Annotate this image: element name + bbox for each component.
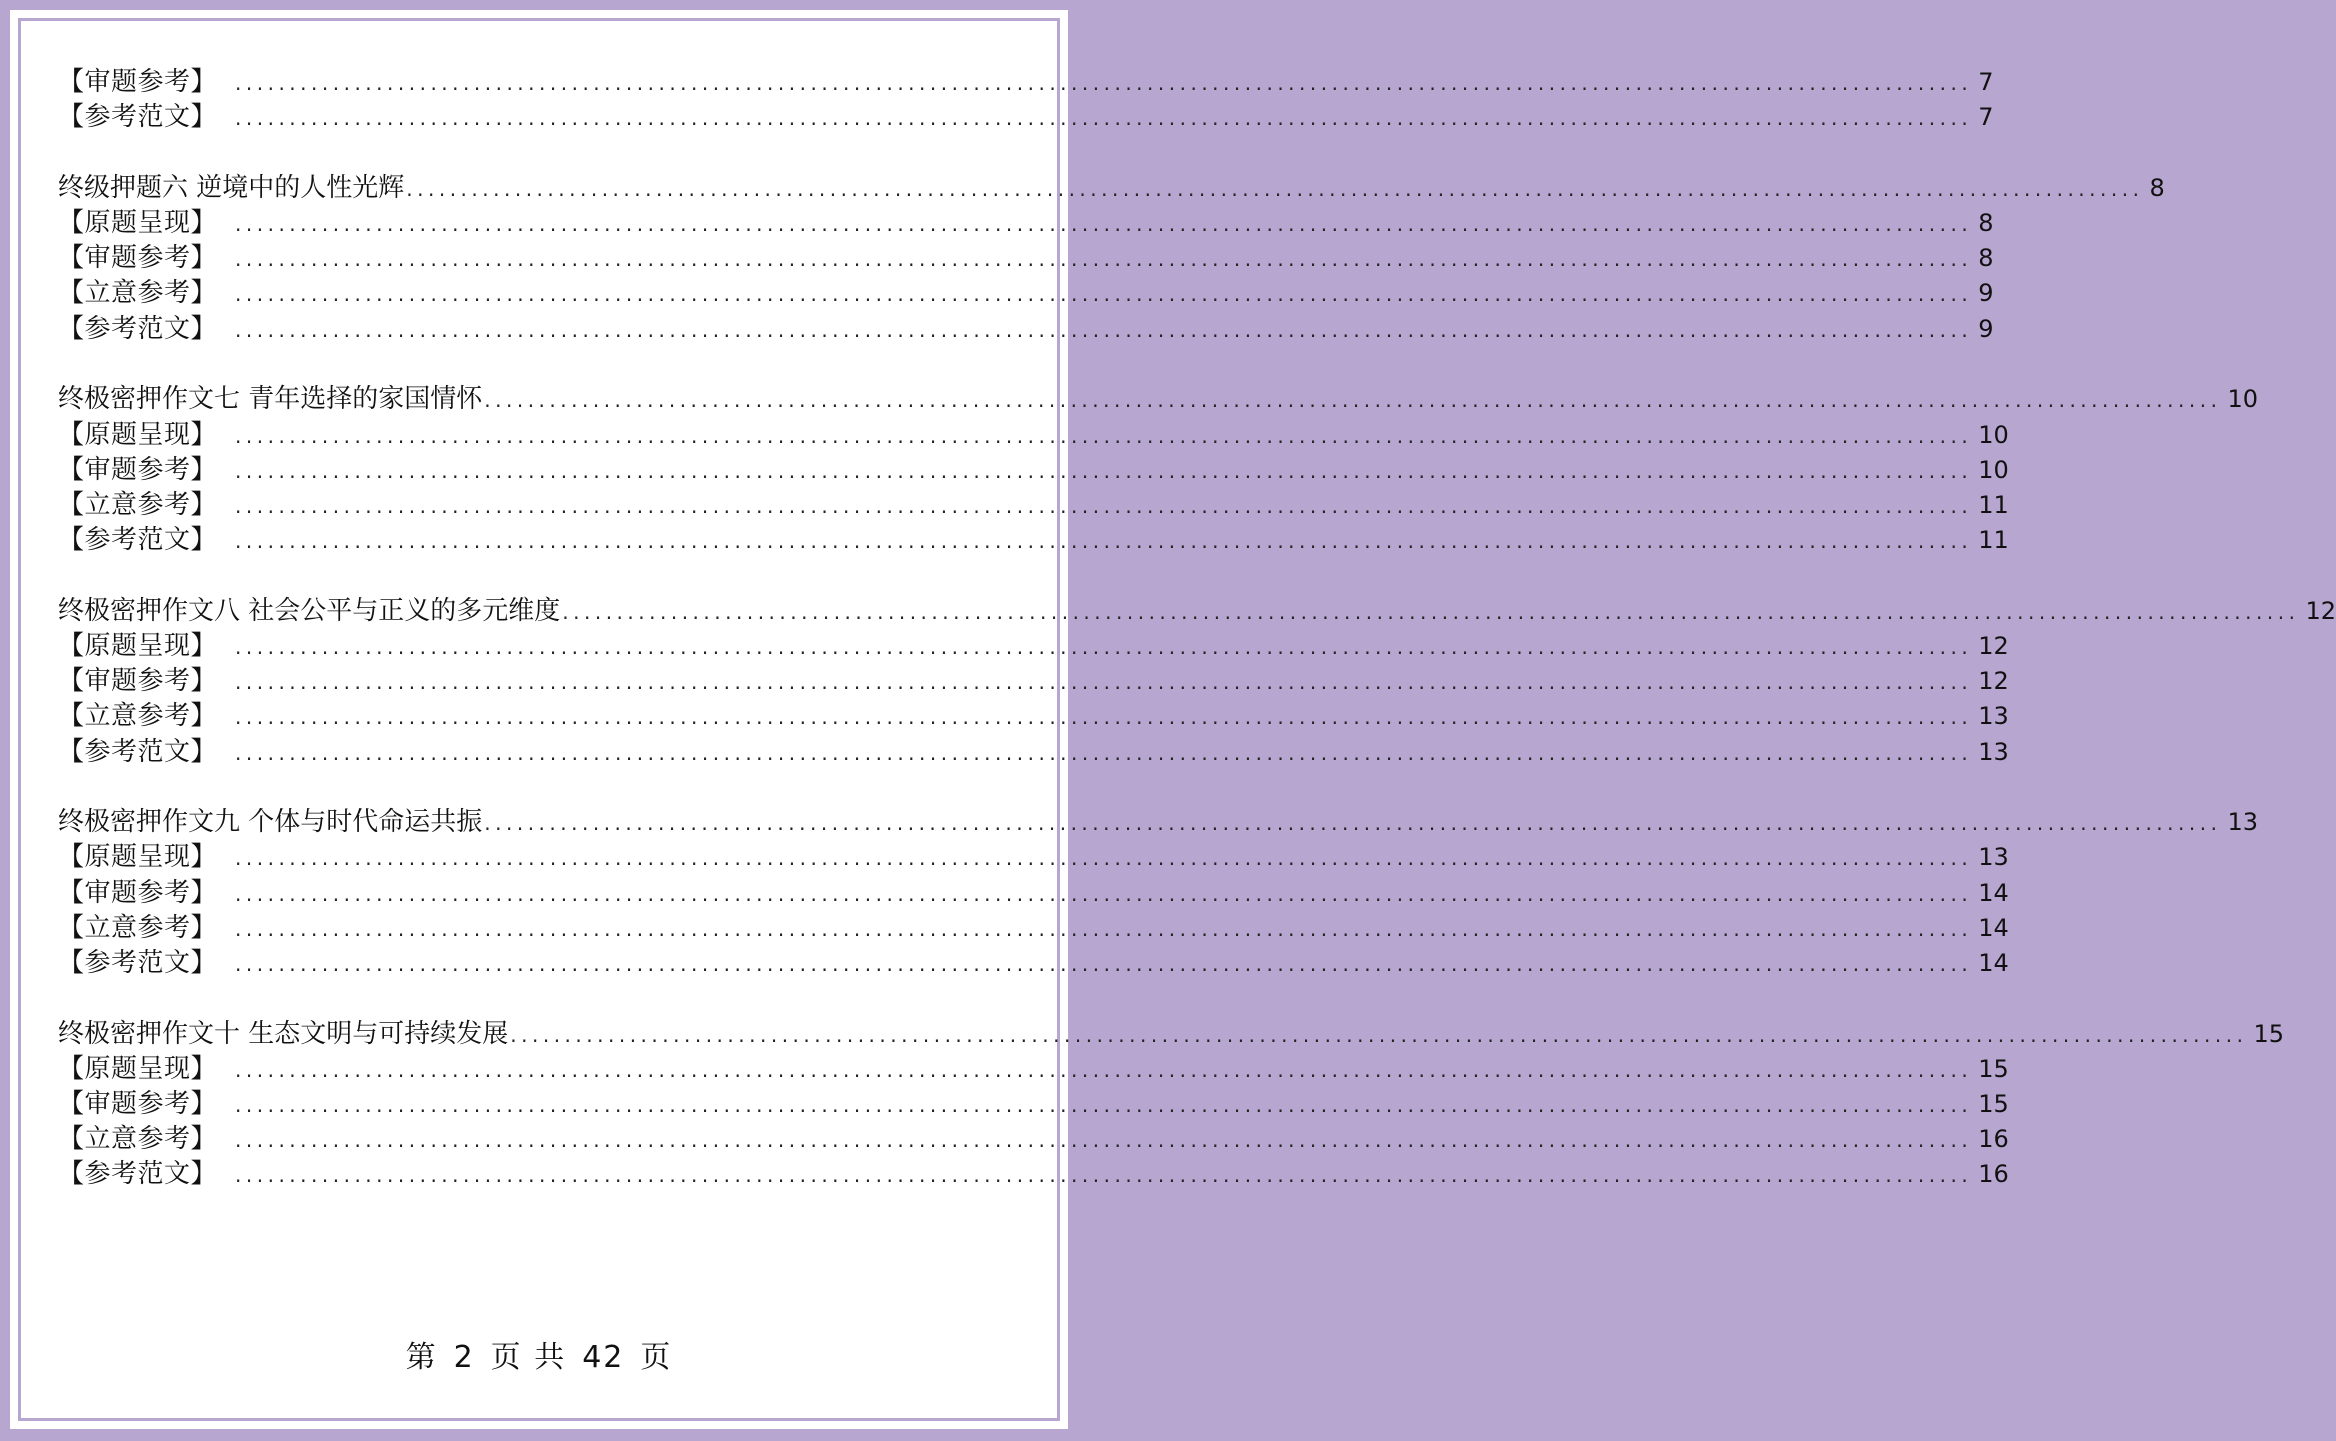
toc-sub-entry[interactable] — [58, 241, 1994, 276]
toc-entry-label: 终极密押作文七 青年选择的家国情怀 — [58, 384, 483, 415]
toc-entry-page-number: 14 — [1978, 913, 2009, 942]
footer-mid: 页 共 — [490, 1340, 567, 1375]
toc-entry-page-number: 13 — [1978, 843, 2009, 872]
toc-entry-label: 终极密押作文八 社会公平与正义的多元维度 — [58, 595, 561, 626]
table-of-contents — [58, 65, 2336, 1193]
toc-entry-page-number: 10 — [1978, 455, 2009, 484]
toc-section-gap — [58, 347, 1008, 383]
toc-chapter-entry[interactable] — [58, 382, 2258, 417]
dot-leader: ................................................................................................................................................................ — [235, 423, 1973, 448]
toc-sub-entry[interactable] — [58, 65, 1994, 100]
toc-entry-page-number: 8 — [1978, 209, 1994, 238]
toc-entry-page-number: 9 — [1978, 279, 1994, 308]
toc-entry-label: 【原题呈现】 — [58, 419, 218, 450]
toc-sub-entry[interactable] — [58, 100, 1994, 135]
toc-entry-page-number: 10 — [1978, 420, 2009, 449]
toc-entry-label: 【审题参考】 — [58, 243, 218, 274]
toc-entry-page-number: 15 — [1978, 1090, 2009, 1118]
toc-sub-entry[interactable] — [58, 699, 2009, 734]
footer-current-page: 2 — [453, 1340, 475, 1375]
dot-leader: ................................................................................................................................................................ — [235, 846, 1973, 871]
toc-section-gap — [58, 981, 1008, 1017]
toc-entry-page-number: 10 — [2227, 385, 2258, 414]
toc-entry-page-number: 12 — [1978, 631, 2009, 660]
footer-prefix: 第 — [405, 1340, 438, 1375]
dot-leader: ................................................................................................................................................................ — [235, 282, 1973, 307]
toc-sub-entry[interactable] — [58, 276, 1994, 311]
dot-leader: ................................................................................................................................................................ — [484, 388, 2222, 413]
toc-entry-page-number: 14 — [1978, 878, 2009, 907]
toc-entry-label: 【原题呈现】 — [58, 1053, 218, 1084]
toc-sub-entry[interactable] — [58, 206, 1994, 241]
toc-section-gap — [58, 558, 1008, 594]
dot-leader: ................................................................................................................................................................ — [235, 670, 1973, 695]
toc-section-gap — [58, 770, 1008, 806]
toc-entry-page-number: 14 — [1978, 948, 2009, 977]
toc-entry-label: 【立意参考】 — [58, 489, 218, 520]
toc-sub-entry[interactable] — [58, 1087, 2009, 1122]
dot-leader: ................................................................................................................................................................ — [235, 1093, 1973, 1117]
dot-leader: ................................................................................................................................................................ — [235, 881, 1973, 906]
toc-entry-label: 【参考范文】 — [58, 736, 218, 767]
toc-entry-page-number: 13 — [1978, 702, 2009, 731]
dot-leader: ................................................................................................................................................................ — [235, 106, 1973, 131]
toc-entry-page-number: 15 — [1978, 1054, 2009, 1083]
page-number-footer — [10, 1332, 1068, 1376]
dot-leader: ................................................................................................................................................................ — [235, 493, 1973, 518]
toc-sub-entry[interactable] — [58, 418, 2009, 453]
toc-section-gap — [58, 135, 1008, 171]
toc-entry-label: 【审题参考】 — [58, 1089, 218, 1119]
toc-entry-page-number: 13 — [2227, 808, 2258, 837]
footer-suffix: 页 — [640, 1340, 673, 1375]
toc-entry-label: 【参考范文】 — [58, 525, 218, 556]
toc-entry-label: 【参考范文】 — [58, 1159, 218, 1190]
toc-sub-entry[interactable] — [58, 735, 2009, 770]
toc-entry-label: 【原题呈现】 — [58, 630, 218, 661]
dot-leader: ................................................................................................................................................................ — [235, 458, 1973, 483]
toc-entry-label: 【立意参考】 — [58, 1124, 218, 1155]
toc-entry-label: 终极密押作文九 个体与时代命运共振 — [58, 807, 483, 838]
toc-chapter-entry[interactable] — [58, 594, 2336, 629]
dot-leader: ................................................................................................................................................................ — [235, 212, 1973, 237]
dot-leader: ................................................................................................................................................................ — [484, 811, 2222, 836]
toc-entry-page-number: 8 — [1978, 244, 1994, 273]
dot-leader: ................................................................................................................................................................ — [235, 317, 1973, 342]
dot-leader: ................................................................................................................................................................ — [235, 740, 1973, 765]
toc-entry-label: 【审题参考】 — [58, 67, 218, 97]
toc-entry-label: 终级押题六 逆境中的人性光辉 — [58, 172, 405, 203]
toc-entry-page-number: 15 — [2253, 1019, 2284, 1048]
toc-sub-entry[interactable] — [58, 946, 2009, 981]
dot-leader: ................................................................................................................................................................ — [235, 705, 1973, 730]
dot-leader: ................................................................................................................................................................ — [235, 1057, 1973, 1082]
toc-sub-entry[interactable] — [58, 1157, 2009, 1192]
toc-entry-label: 【立意参考】 — [58, 701, 218, 732]
dot-leader: ................................................................................................................................................................ — [235, 951, 1973, 976]
toc-entry-page-number: 16 — [1978, 1125, 2009, 1154]
toc-entry-page-number: 12 — [1978, 667, 2009, 696]
toc-entry-label: 【立意参考】 — [58, 912, 218, 943]
dot-leader: ................................................................................................................................................................ — [562, 599, 2300, 624]
toc-sub-entry[interactable] — [58, 840, 2009, 875]
toc-entry-page-number: 9 — [1978, 314, 1994, 343]
page-frame — [10, 10, 2336, 1429]
toc-sub-entry[interactable] — [58, 453, 2009, 488]
toc-entry-page-number: 13 — [1978, 737, 2009, 766]
dot-leader: ................................................................................................................................................................ — [235, 71, 1973, 95]
toc-entry-page-number: 12 — [2305, 596, 2336, 625]
toc-entry-label: 【参考范文】 — [58, 947, 218, 978]
toc-chapter-entry[interactable] — [58, 171, 2165, 206]
toc-sub-entry[interactable] — [58, 911, 2009, 946]
dot-leader: ................................................................................................................................................................ — [235, 634, 1973, 659]
toc-entry-label: 【原题呈现】 — [58, 208, 218, 239]
toc-sub-entry[interactable] — [58, 876, 2009, 911]
toc-entry-page-number: 7 — [1978, 68, 1994, 96]
toc-entry-label: 终极密押作文十 生态文明与可持续发展 — [58, 1018, 509, 1049]
toc-sub-entry[interactable] — [58, 664, 2009, 699]
footer-total-pages: 42 — [582, 1340, 625, 1375]
dot-leader: ................................................................................................................................................................ — [235, 247, 1973, 272]
toc-entry-label: 【原题呈现】 — [58, 842, 218, 873]
toc-entry-label: 【参考范文】 — [58, 102, 218, 133]
toc-entry-page-number: 8 — [2149, 173, 2165, 202]
toc-sub-entry[interactable] — [58, 312, 1994, 347]
dot-leader: ................................................................................................................................................................ — [235, 529, 1973, 554]
dot-leader: ................................................................................................................................................................ — [406, 176, 2144, 201]
toc-entry-page-number: 11 — [1978, 526, 2009, 555]
toc-entry-label: 【参考范文】 — [58, 313, 218, 344]
toc-entry-label: 【审题参考】 — [58, 666, 218, 697]
toc-entry-label: 【审题参考】 — [58, 877, 218, 908]
toc-sub-entry[interactable] — [58, 1122, 2009, 1157]
dot-leader: ................................................................................................................................................................ — [510, 1022, 2248, 1047]
toc-entry-label: 【立意参考】 — [58, 278, 218, 309]
toc-entry-label: 【审题参考】 — [58, 454, 218, 485]
dot-leader: ................................................................................................................................................................ — [235, 1128, 1973, 1153]
toc-sub-entry[interactable] — [58, 488, 2009, 523]
toc-chapter-entry[interactable] — [58, 805, 2258, 840]
toc-chapter-entry[interactable] — [58, 1017, 2284, 1052]
toc-entry-page-number: 7 — [1978, 103, 1994, 132]
toc-entry-page-number: 16 — [1978, 1160, 2009, 1189]
dot-leader: ................................................................................................................................................................ — [235, 916, 1973, 941]
dot-leader: ................................................................................................................................................................ — [235, 1163, 1973, 1188]
toc-sub-entry[interactable] — [58, 523, 2009, 558]
toc-entry-page-number: 11 — [1978, 490, 2009, 519]
toc-sub-entry[interactable] — [58, 1052, 2009, 1087]
toc-sub-entry[interactable] — [58, 629, 2009, 664]
